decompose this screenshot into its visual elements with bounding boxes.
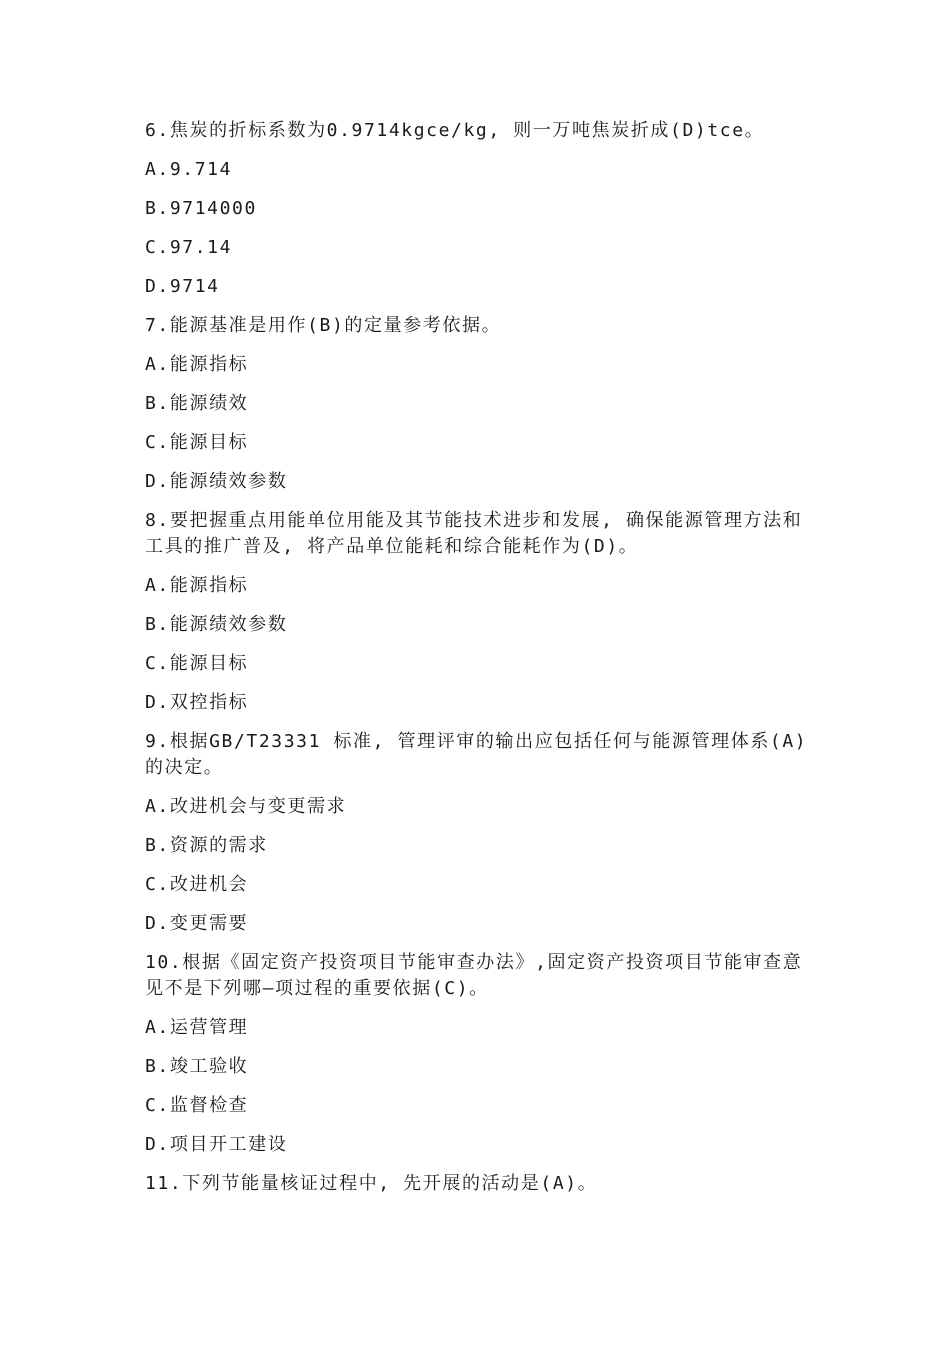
question-8-option-d: D.双控指标 [145, 692, 249, 713]
question-10-option-a: A.运营管理 [145, 1017, 249, 1038]
question-6-stem: 6.焦炭的折标系数为0.9714kgce/kg, 则一万吨焦炭折成(D)tce。 [145, 120, 765, 141]
question-9-stem: 9.根据GB/T23331 标准, 管理评审的输出应包括任何与能源管理体系(A)的决定。 [145, 731, 808, 778]
question-9-option-c: C.改进机会 [145, 874, 249, 895]
question-10-stem: 10.根据《固定资产投资项目节能审查办法》,固定资产投资项目节能审查意见不是下列哪—项过程的重要依据(C)。 [145, 952, 803, 999]
question-10-option-c: C.监督检查 [145, 1095, 249, 1116]
question-10-option-d: D.项目开工建设 [145, 1134, 288, 1155]
question-6-option-b: B.9714000 [145, 198, 257, 219]
question-7-option-d: D.能源绩效参数 [145, 471, 288, 492]
question-7-option-b: B.能源绩效 [145, 393, 249, 414]
question-10-option-b: B.竣工验收 [145, 1056, 249, 1077]
question-8-option-a: A.能源指标 [145, 575, 249, 596]
question-8-option-b: B.能源绩效参数 [145, 614, 288, 635]
question-8-stem: 8.要把握重点用能单位用能及其节能技术进步和发展, 确保能源管理方法和工具的推广普及, 将产品单位能耗和综合能耗作为(D)。 [145, 510, 803, 557]
question-6-option-d: D.9714 [145, 276, 220, 297]
question-11-stem: 11.下列节能量核证过程中, 先开展的活动是(A)。 [145, 1173, 598, 1194]
question-9-option-b: B.资源的需求 [145, 835, 268, 856]
question-6-option-a: A.9.714 [145, 159, 233, 180]
question-7-stem: 7.能源基准是用作(B)的定量参考依据。 [145, 315, 502, 336]
question-9-option-d: D.变更需要 [145, 913, 249, 934]
question-7-option-c: C.能源目标 [145, 432, 249, 453]
question-list [145, 112, 810, 1204]
question-7-option-a: A.能源指标 [145, 354, 249, 375]
question-9-option-a: A.改进机会与变更需求 [145, 796, 347, 817]
question-8-option-c: C.能源目标 [145, 653, 249, 674]
question-6-option-c: C.97.14 [145, 237, 233, 258]
